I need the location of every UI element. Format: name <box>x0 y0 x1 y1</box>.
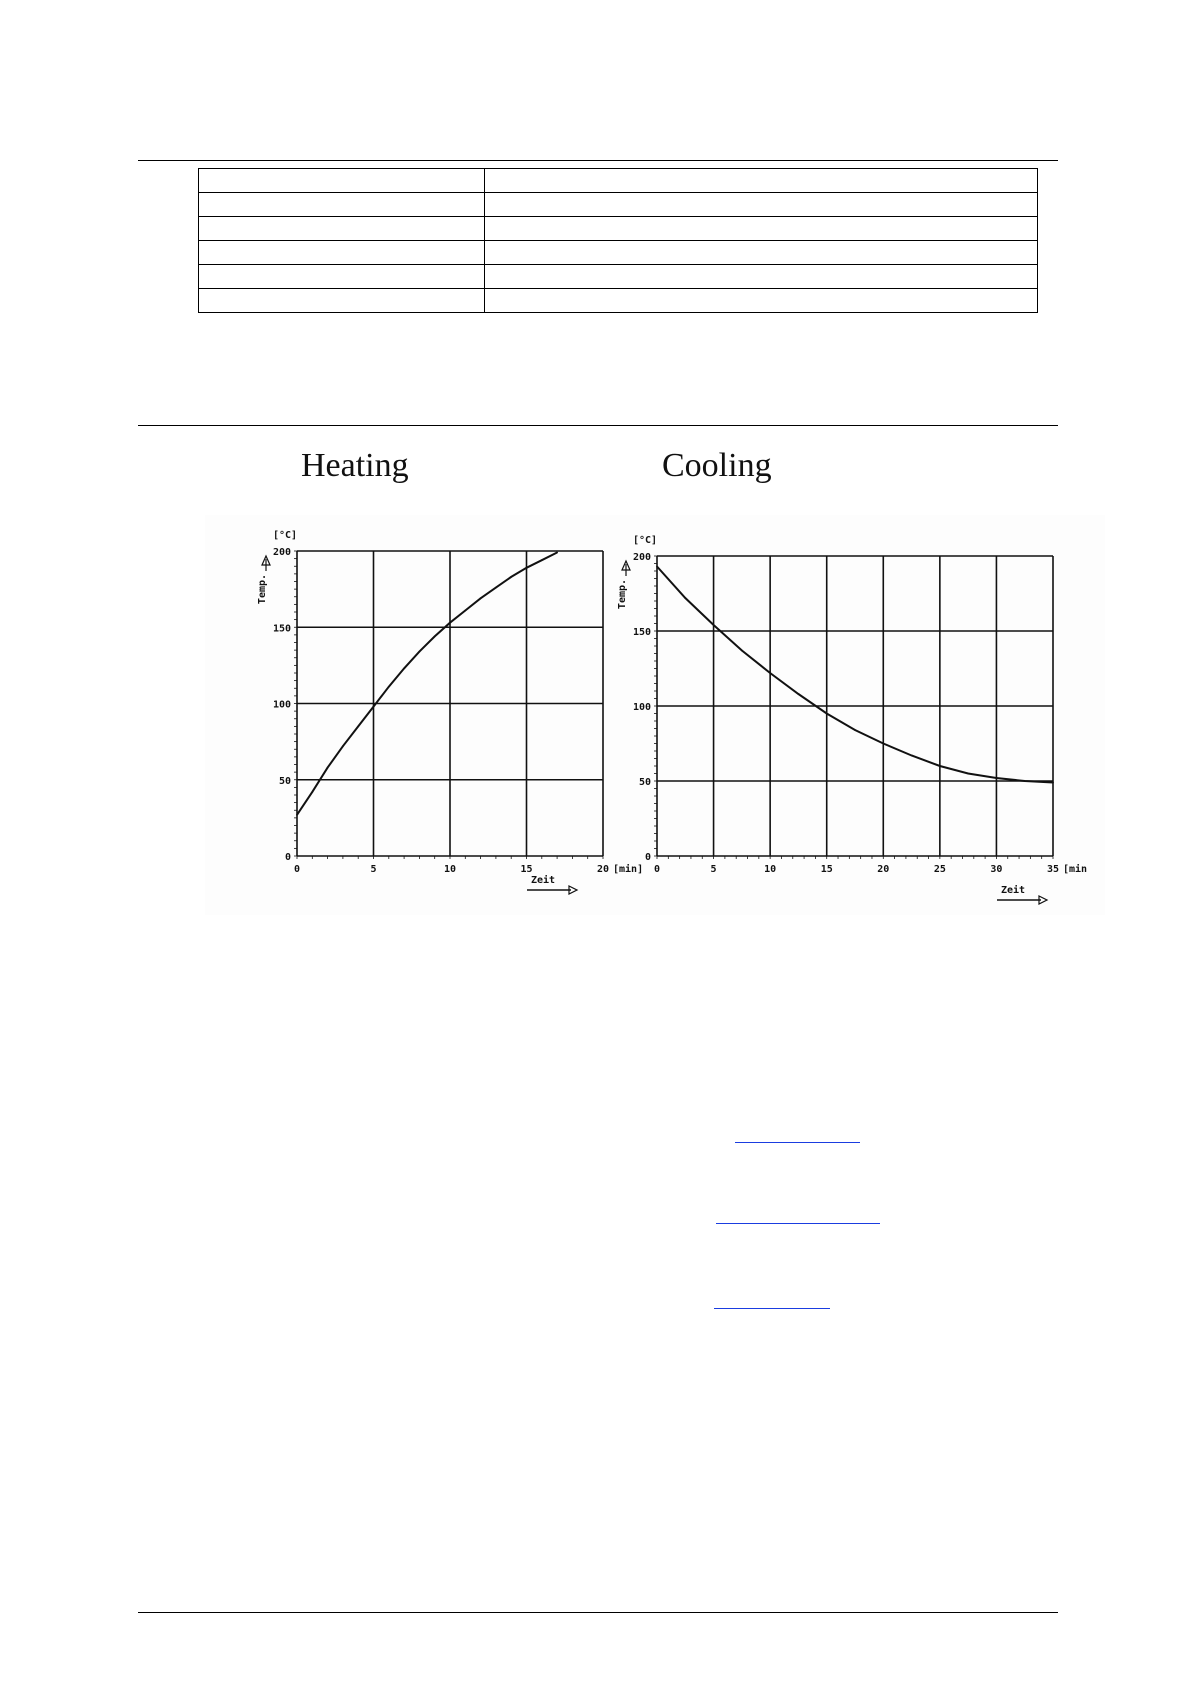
y-unit-label: [°C] <box>272 530 298 541</box>
cooling-title: Cooling <box>662 447 772 484</box>
table-row <box>199 265 1038 289</box>
y-tick-label: 0 <box>284 852 291 863</box>
data-point <box>939 765 941 767</box>
table-cell <box>199 241 485 265</box>
table-row <box>199 193 1038 217</box>
data-point <box>419 651 421 653</box>
x-axis-label: Zeit <box>530 875 556 886</box>
data-point <box>449 622 451 624</box>
charts-svg <box>205 515 1105 915</box>
data-point <box>311 791 313 793</box>
data-point <box>911 755 913 757</box>
x-tick-label: 20 <box>877 864 890 875</box>
table-row <box>199 241 1038 265</box>
table-cell <box>485 265 1038 289</box>
data-point <box>713 624 715 626</box>
table-cell <box>485 217 1038 241</box>
temperature-curve <box>657 567 1053 783</box>
data-point <box>854 729 856 731</box>
x-tick-label: 0 <box>293 864 301 875</box>
y-tick-label: 150 <box>272 623 291 635</box>
data-point <box>967 773 969 775</box>
temperature-curve <box>297 553 557 815</box>
x-tick-label: 10 <box>443 864 457 875</box>
table-cell <box>485 241 1038 265</box>
top-rule <box>138 160 1058 161</box>
data-point <box>769 672 771 674</box>
data-point <box>684 597 686 599</box>
data-point <box>357 725 359 727</box>
data-point <box>510 576 512 578</box>
data-point <box>480 597 482 599</box>
table-cell <box>199 193 485 217</box>
data-point <box>1052 782 1054 784</box>
x-tick-label: 10 <box>764 864 777 875</box>
x-tick-label: 15 <box>520 864 533 875</box>
data-point <box>464 610 466 612</box>
y-tick-label: 200 <box>632 552 651 563</box>
x-tick-label: 5 <box>710 864 717 875</box>
data-point <box>741 650 743 652</box>
x-unit-label: [min] <box>613 864 644 875</box>
spec-table <box>198 168 1038 313</box>
x-tick-label: 25 <box>933 864 946 875</box>
data-point <box>996 777 998 779</box>
data-point <box>373 706 375 708</box>
data-point <box>826 713 828 715</box>
table-row <box>199 289 1038 313</box>
y-tick-label: 200 <box>272 547 291 558</box>
x-tick-label: 35 <box>1046 864 1060 875</box>
table-cell <box>199 289 485 313</box>
y-unit-label: [°C] <box>632 535 658 546</box>
y-tick-label: 50 <box>638 777 651 788</box>
y-tick-label: 100 <box>272 699 291 711</box>
data-point <box>656 566 658 568</box>
charts-scan <box>205 515 1105 915</box>
section-rule <box>138 425 1058 426</box>
table-cell <box>199 265 485 289</box>
table-cell <box>199 217 485 241</box>
y-tick-label: 150 <box>632 627 651 638</box>
table-row <box>199 169 1038 193</box>
data-point <box>556 552 558 554</box>
table-row <box>199 217 1038 241</box>
x-tick-label: 20 <box>596 864 610 875</box>
heating-title: Heating <box>301 447 409 484</box>
y-tick-label: 0 <box>644 852 651 863</box>
link-2[interactable] <box>716 1223 880 1224</box>
data-point <box>1024 780 1026 782</box>
data-point <box>403 668 405 670</box>
x-unit-label: [min <box>1063 864 1088 875</box>
data-point <box>882 743 884 745</box>
y-axis-label: Temp. <box>617 578 628 610</box>
data-point <box>327 767 329 769</box>
data-point <box>541 559 543 561</box>
x-tick-label: 15 <box>820 864 833 875</box>
table-cell <box>485 169 1038 193</box>
data-point <box>296 814 298 816</box>
link-3[interactable] <box>714 1308 830 1309</box>
data-point <box>388 686 390 688</box>
data-point <box>434 636 436 638</box>
table-cell <box>485 289 1038 313</box>
x-tick-label: 5 <box>370 864 377 875</box>
table-cell <box>485 193 1038 217</box>
data-point <box>342 745 344 747</box>
table-cell <box>199 169 485 193</box>
y-tick-label: 50 <box>278 775 291 787</box>
data-point <box>526 567 528 569</box>
y-tick-label: 100 <box>632 702 651 713</box>
x-tick-label: 30 <box>990 864 1003 875</box>
data-point <box>495 587 497 589</box>
x-axis-label: Zeit <box>1000 885 1026 896</box>
x-tick-label: 0 <box>653 864 661 875</box>
footer-rule <box>138 1612 1058 1613</box>
link-1[interactable] <box>735 1142 860 1143</box>
y-axis-label: Temp. <box>257 573 268 605</box>
data-point <box>798 693 800 695</box>
